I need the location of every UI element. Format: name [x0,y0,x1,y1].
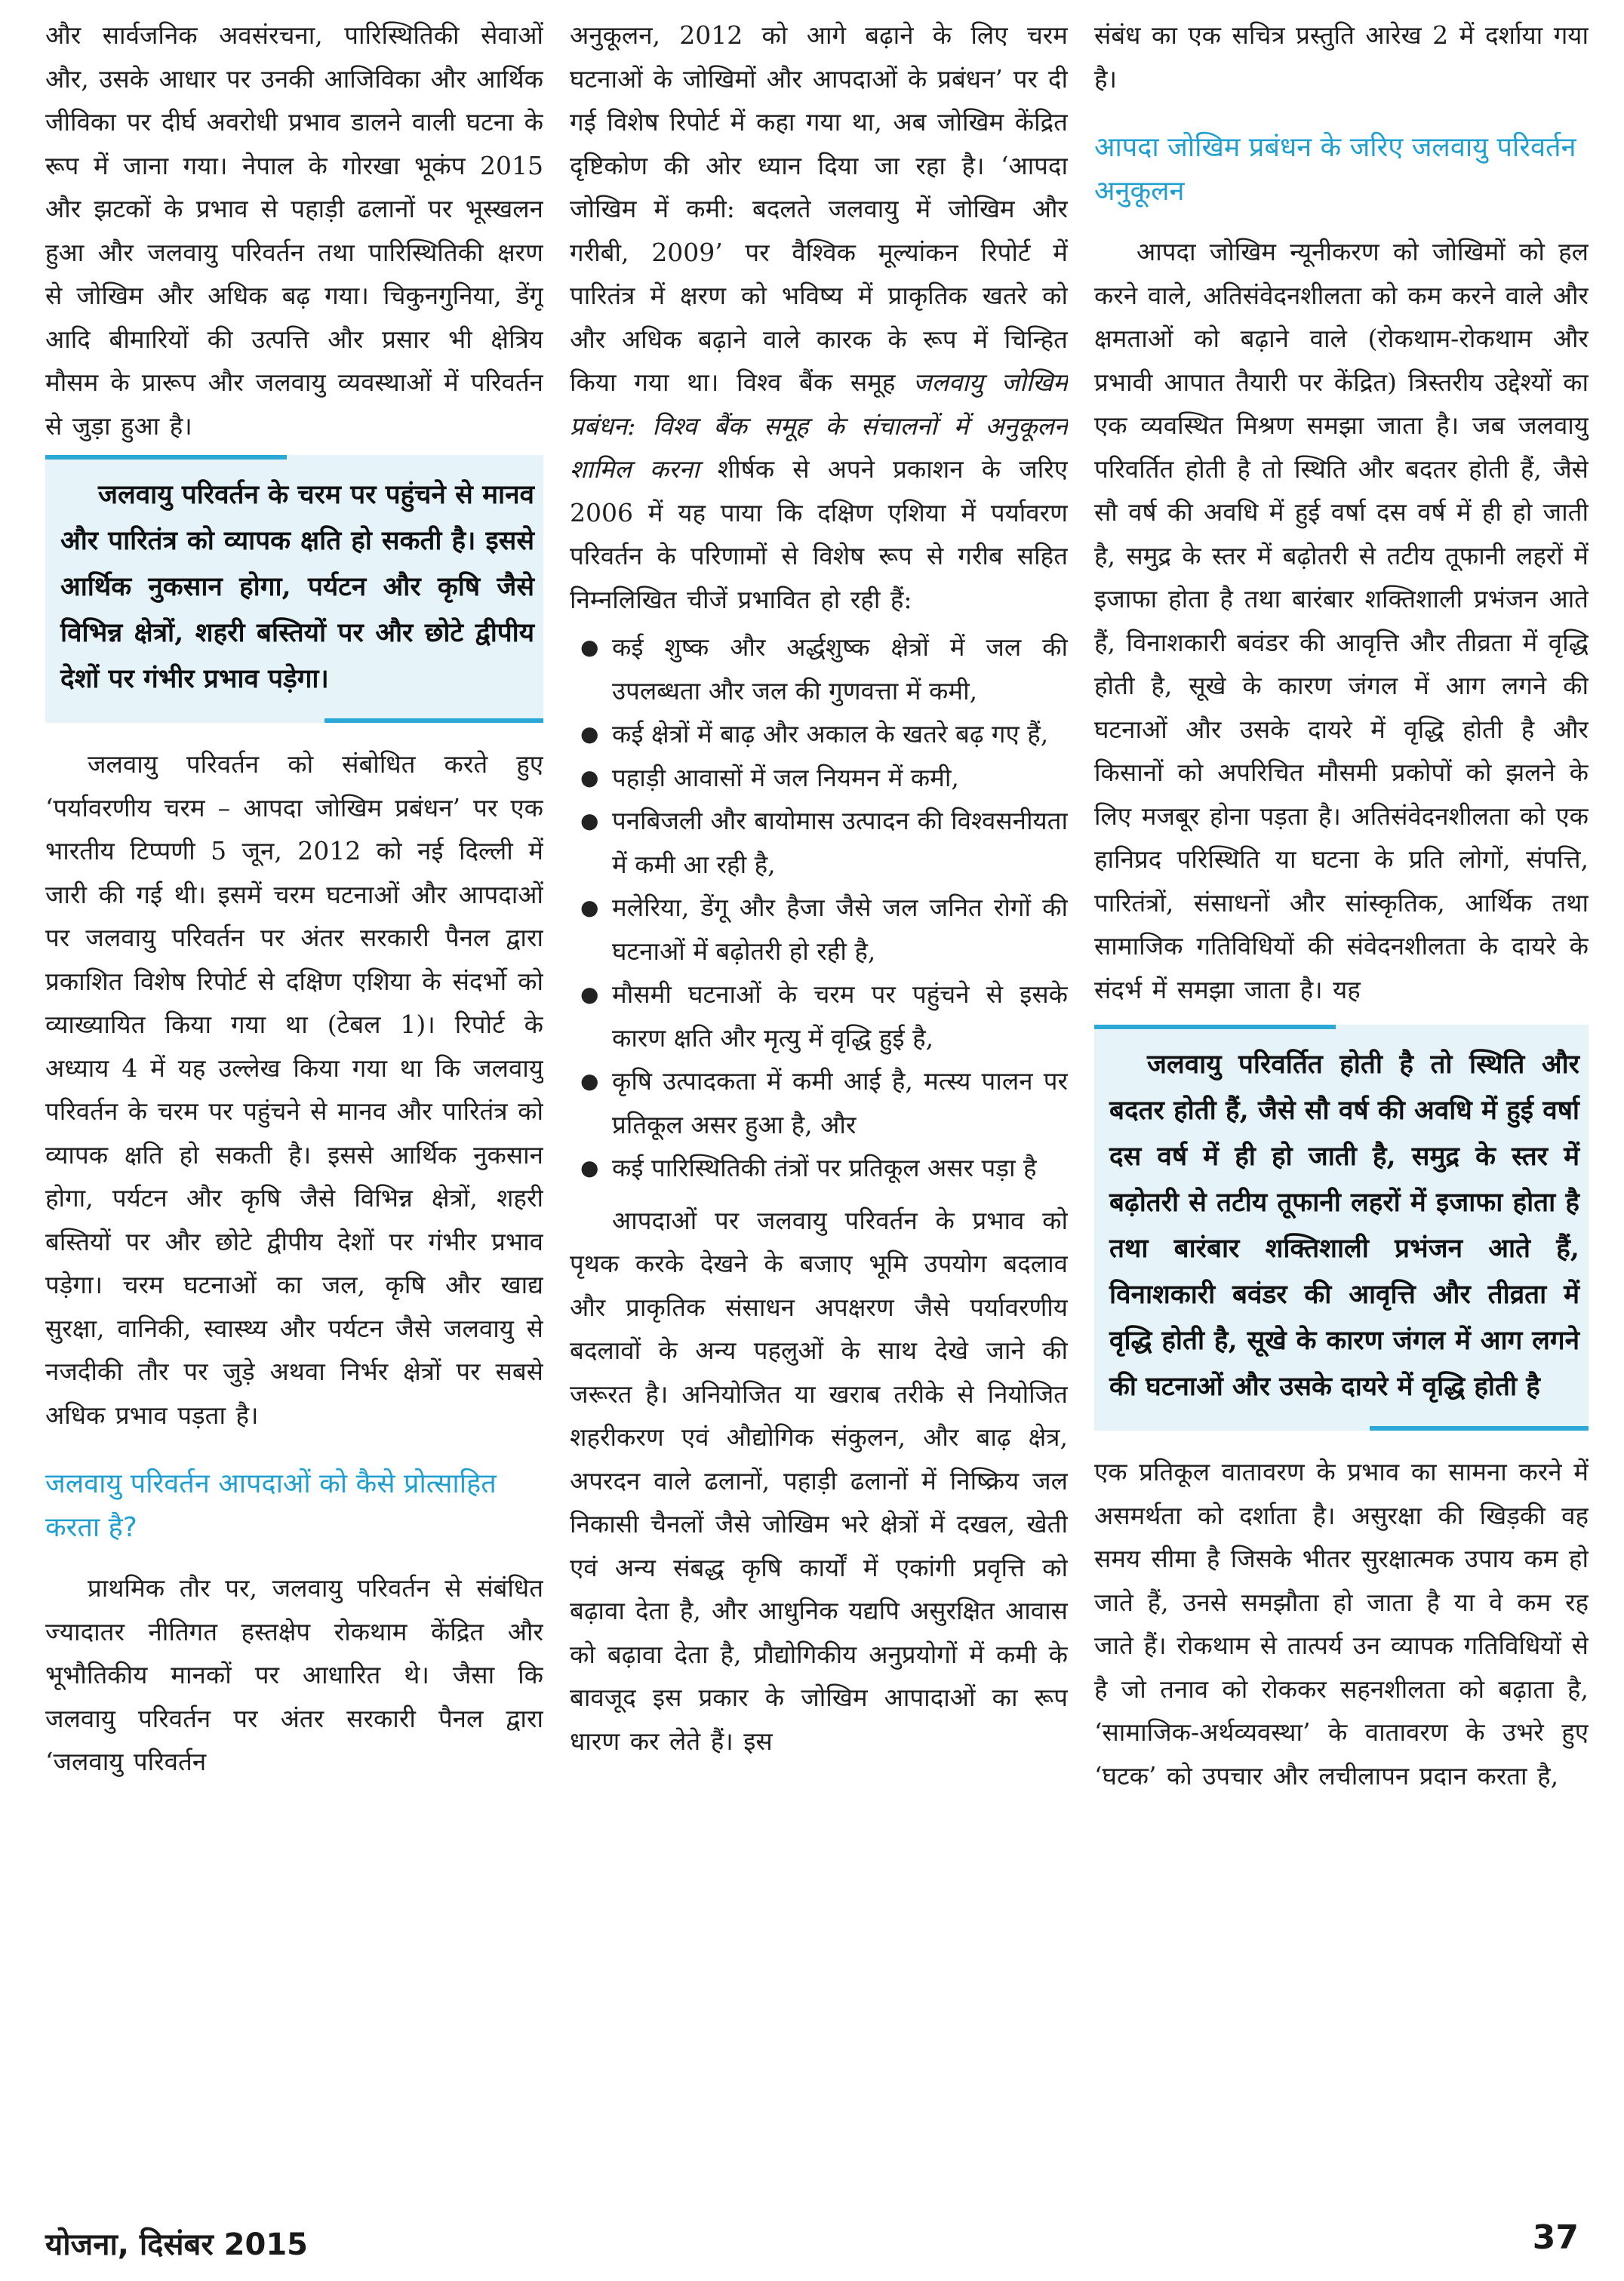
list-item [570,973,1068,1059]
bullet-icon: ● [580,635,599,659]
pull-quote-bottom-rule [324,718,543,723]
column-1 [45,14,543,2202]
list-item-text: मलेरिया, डेंगू और हैजा जैसे जल जनित रोगों की घटनाओं में बढ़ोतरी हो रही है, [612,893,1068,966]
body-text: अनुकूलन, 2012 को आगे बढ़ाने के लिए चरम घटनाओं के जोखिमों और आपदाओं के प्रबंधन’ पर दी गई विशेष रिपोर्ट में कहा गया था, अब जोखिम केंद्रित दृष्टिकोण की ओर ध्यान दिया जा रहा है। ‘आपदा जोखिम में कमी: बदलते जलवायु में जोखिम और गरीबी, 2009’ पर वैश्विक मूल्यांकन रिपोर्ट में पारितंत्र में क्षरण को भविष्य में प्राकृतिक खतरे को और अधिक बढ़ाने वाले कारक के रूप में चिन्हित किया गया था। विश्व बैंक समूह [570,20,1068,397]
section-heading: आपदा जोखिम प्रबंधन के जरिए जलवायु परिवर्तन अनुकूलन [1094,132,1576,207]
body-paragraph: जलवायु परिवर्तन को संबोधित करते हुए ‘पर्यावरणीय चरम – आपदा जोखिम प्रबंधन’ पर एक भारतीय टिप्पणी 5 जून, 2012 को नई दिल्ली में जारी की गई थी। इसमें चरम घटनाओं और आपदाओं पर जलवायु परिवर्तन पर अंतर सरकारी पैनल द्वारा प्रकाशित विशेष रिपोर्ट से दक्षिण एशिया के संदर्भो को व्याख्यायित किया गया था (टेबल 1)। रिपोर्ट के अध्याय 4 में यह उल्लेख किया गया था कि जलवायु परिवर्तन के चरम पर पहुंचने से मानव और पारितंत्र को व्यापक क्षति हो सकती है। इससे आर्थिक नुकसान होगा, पर्यटन और कृषि जैसे विभिन्न क्षेत्रों, शहरी बस्तियों पर और छोटे द्वीपीय देशों पर गंभीर प्रभाव पड़ेगा। चरम घटनाओं का जल, कृषि और खाद्य सुरक्षा, वानिकी, स्वास्थ्य और पर्यटन जैसे जलवायु से नजदीकी तौर पर जुड़े अथवा निर्भर क्षेत्रों पर सबसे अधिक प्रभाव पड़ता है। [45,749,543,1430]
list-item [570,799,1068,886]
pull-quote-top-rule [1094,1025,1336,1029]
bullet-icon: ● [580,808,599,833]
list-item-text: मौसमी घटनाओं के चरम पर पहुंचने से इसके कारण क्षति और मृत्यु में वृद्धि हुई है, [612,979,1068,1053]
bullet-icon: ● [580,1155,599,1180]
list-item-text: पनबिजली और बायोमास उत्पादन की विश्वसनीयता में कमी आ रही है, [612,806,1068,879]
column-2 [570,14,1068,2202]
list-item-text: कई पारिस्थितिकी तंत्रों पर प्रतिकूल असर पड़ा है [612,1153,1037,1182]
pull-quote [1094,1025,1589,1431]
pull-quote-text: जलवायु परिवर्तन के चरम पर पहुंचने से मानव और पारितंत्र को व्यापक क्षति हो सकती है। इससे आर्थिक नुकसान होगा, पर्यटन और कृषि जैसे विभिन्न क्षेत्रों, शहरी बस्तियों पर और छोटे द्वीपीय देशों पर गंभीर प्रभाव पड़ेगा। [60,479,534,694]
section-heading: जलवायु परिवर्तन आपदाओं को कैसे प्रोत्साहित करता है? [45,1468,497,1543]
body-paragraph: आपदाओं पर जलवायु परिवर्तन के प्रभाव को पृथक करके देखने के बजाए भूमि उपयोग बदलाव और प्राकृतिक संसाधन अपक्षरण जैसे पर्यावरणीय बदलावों के अन्य पहलुओं के साथ देखे जाने की जरूरत है। अनियोजित या खराब तरीके से नियोजित शहरीकरण एवं औद्योगिक संकुलन, और बाढ़ क्षेत्र, अपरदन वाले ढलानों, पहाड़ी ढलानों में निष्क्रिय जल निकासी चैनलों जैसे जोखिम भरे क्षेत्रों में दखल, खेती एवं अन्य संबद्ध कृषि कार्यों में एकांगी प्रवृत्ति को बढ़ावा देता है, और आधुनिक यद्यपि असुरक्षित आवास को बढ़ावा देता है, प्रौद्योगिकीय अनुप्रयोगों में कमी के बावजूद इस प्रकार के जोखिम आपादाओं का रूप धारण कर लेते हैं। इस [570,1205,1068,1756]
pull-quote-text: जलवायु परिवर्तित होती है तो स्थिति और बदतर होती हैं, जैसे सौ वर्ष की अवधि में हुई वर्षा दस वर्ष में ही हो जाती है, समुद्र के स्तर में बढ़ोतरी से तटीय तूफानी लहरों में इजाफा होता है तथा बारंबार शक्तिशाली प्रभंजन आते हैं, विनाशकारी बवंडर की आवृत्ति और तीव्रता में वृद्धि होती है, सूखे के कारण जंगल में आग लगने की घटनाओं और उसके दायरे में वृद्धि होती है [1109,1049,1579,1402]
pull-quote-top-rule [45,455,287,460]
body-paragraph: आपदा जोखिम न्यूनीकरण को जोखिमों को हल करने वाले, अतिसंवेदनशीलता को कम करने वाले और क्षमताओं को बढ़ाने वाले (रोकथाम-रोकथाम और प्रभावी आपात तैयारी पर केंद्रित) त्रिस्तरीय उद्देश्यों का एक व्यवस्थित मिश्रण समझा जाता है। जब जलवायु परिवर्तित होती है तो स्थिति और बदतर होती हैं, जैसे सौ वर्ष की अवधि में हुई वर्षा दस वर्ष में ही हो जाती है, समुद्र के स्तर में बढ़ोतरी से तटीय तूफानी लहरों में इजाफा होता है तथा बारंबार शक्तिशाली प्रभंजन आते हैं, विनाशकारी बवंडर की आवृत्ति और तीव्रता में वृद्धि होती है, सूखे के कारण जंगल में आग लगने की घटनाओं और उसके दायरे में वृद्धि होती है और किसानों को अपरिचित मौसमी प्रकोपों को झलने के लिए मजबूर होना पड़ता है। अतिसंवेदनशीलता को एक हानिप्रद परिस्थिति या घटना के प्रति लोगों, संपत्ति, पारितंत्रों, संसाधनों और सांस्कृतिक, आर्थिक तथा सामाजिक गतिविधियों की संवेदनशीलता के दायरे के संदर्भ में समझा जाता है। यह [1094,237,1589,1004]
body-paragraph: और सार्वजनिक अवसंरचना, पारिस्थितिकी सेवाओं और, उसके आधार पर उनकी आजिविका और आर्थिक जीविका पर दीर्घ अवरोधी प्रभाव डालने वाली घटना के रूप में जाना गया। नेपाल के गोरखा भूकंप 2015 और झटकों के प्रभाव से पहाड़ी ढलानों पर भूस्खलन हुआ और जलवायु परिवर्तन तथा पारिस्थितिकी क्षरण से जोखिम और अधिक बढ़ गया। चिकुनगुनिया, डेंगू आदि बीमारियों की उत्पत्ति और प्रसार भी क्षेत्रिय मौसम के प्रारूप और जलवायु व्यवस्थाओं में परिवर्तन से जुड़ा हुआ है। [45,20,543,441]
list-item [570,1146,1068,1190]
page-number: 37 [1532,2218,1579,2257]
list-item-text: कई शुष्क और अर्द्धशुष्क क्षेत्रों में जल की उपलब्धता और जल की गुणवत्ता में कमी, [612,632,1068,706]
bullet-list [570,626,1068,1190]
body-text: शीर्षक से अपने प्रकाशन के जरिए 2006 में यह पाया कि दक्षिण एशिया में पर्यावरण परिवर्तन के परिणामों से विशेष रूप से गरीब सहित निम्नलिखित चीजें प्रभावित हो रही हैं: [570,454,1068,614]
list-item-text: कई क्षेत्रों में बाढ़ और अकाल के खतरे बढ़ गए हैं, [612,719,1049,749]
bullet-icon: ● [580,764,599,790]
list-item [570,626,1068,712]
list-item [570,756,1068,800]
body-paragraph: संबंध का एक सचित्र प्रस्तुति आरेख 2 में दर्शाया गया है। [1094,20,1589,94]
column-3 [1094,14,1589,2202]
list-item-text: पहाड़ी आवासों में जल नियमन में कमी, [612,762,959,792]
pull-quote [45,455,543,723]
body-paragraph: प्राथमिक तौर पर, जलवायु परिवर्तन से संबंधित ज्यादातर नीतिगत हस्तक्षेप रोकथाम केंद्रित और भूभौतिकीय मानकों पर आधारित थे। जैसा कि जलवायु परिवर्तन पर अंतर सरकारी पैनल द्वारा ‘जलवायु परिवर्तन [45,1573,543,1776]
bullet-icon: ● [580,982,599,1007]
footer-publication: योजना, दिसंबर 2015 [45,2227,309,2262]
list-item [570,712,1068,756]
pull-quote-bottom-rule [1370,1426,1589,1431]
bullet-icon: ● [580,1068,599,1093]
publication-title: जलवायु जोखिम प्रबंधन: विश्व बैंक समूह के संचालनों में अनुकूलन शामिल करना [570,367,1068,484]
list-item-text: कृषि उत्पादकता में कमी आई है, मत्स्य पालन पर प्रतिकूल असर हुआ है, और [612,1066,1068,1139]
bullet-icon: ● [580,895,599,920]
list-item [570,886,1068,973]
bullet-icon: ● [580,721,599,746]
body-paragraph [570,14,1068,621]
body-paragraph: एक प्रतिकूल वातावरण के प्रभाव का सामना करने में असमर्थता को दर्शाता है। असुरक्षा की खिड़की वह समय सीमा है जिसके भीतर सुरक्षात्मक उपाय कम हो जाते हैं, उनसे समझौता हो जाता है या वे कम रह जाते हैं। रोकथाम से तात्पर्य उन व्यापक गतिविधियों से है जो तनाव को रोककर सहनशीलता को बढ़ाता है, ‘सामाजिक-अर्थव्यवस्था’ के वातावरण के उभरे हुए ‘घटक’ को उपचार और लचीलापन प्रदान करता है, [1094,1457,1589,1791]
list-item [570,1059,1068,1146]
